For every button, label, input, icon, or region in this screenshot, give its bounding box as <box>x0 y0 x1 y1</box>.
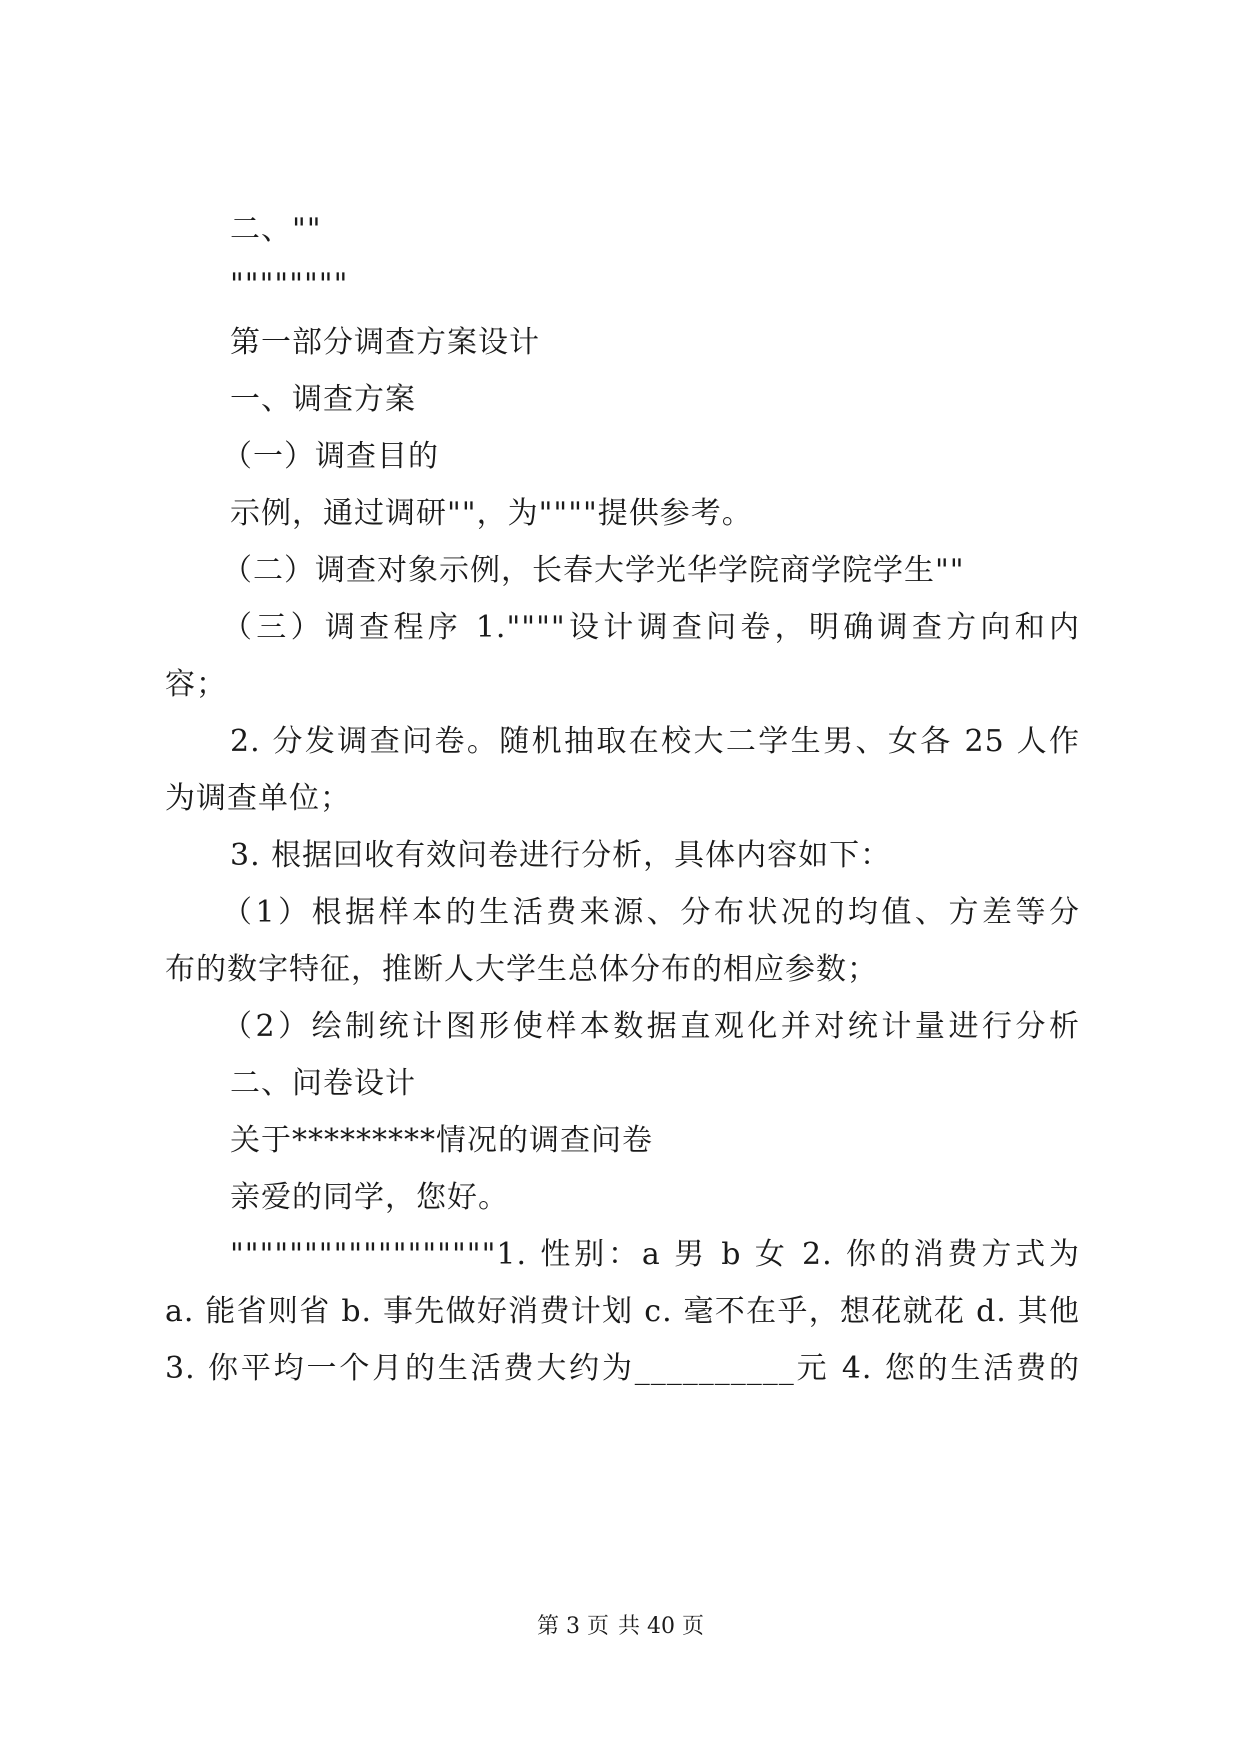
section-heading-two: 二、"" <box>230 212 322 247</box>
analysis-item-one-continued: 布的数字特征，推断人大学生总体分布的相应参数； <box>165 952 878 987</box>
analysis-item-two: （2）绘制统计图形使样本数据直观化并对统计量进行分析 <box>222 1009 1080 1044</box>
survey-procedure-continued: 容； <box>165 667 227 702</box>
questionnaire-title: 关于*********情况的调查问卷 <box>230 1123 653 1158</box>
distribute-survey-text: 2. 分发调查问卷。随机抽取在校大二学生男、女各 25 人作 <box>230 724 1080 759</box>
quote-marks-line: """""""" <box>230 267 349 302</box>
survey-plan-heading: 一、调查方案 <box>230 382 416 417</box>
distribute-survey-continued: 为调查单位； <box>165 781 351 816</box>
purpose-example-text: 示例，通过调研""，为""""提供参考。 <box>230 496 753 531</box>
questionnaire-design-heading: 二、问卷设计 <box>230 1066 416 1101</box>
analysis-item-one: （1）根据样本的生活费来源、分布状况的均值、方差等分 <box>222 895 1080 930</box>
survey-subject-text: （二）调查对象示例，长春大学光华学院商学院学生"" <box>222 553 965 588</box>
page-footer <box>0 1612 1241 1642</box>
survey-purpose-heading: （一）调查目的 <box>222 439 439 474</box>
page-number: 第 3 页 <box>537 1614 609 1639</box>
question-line-three: 3. 你平均一个月的生活费大约为__________元 4. 您的生活费的 <box>165 1351 1080 1386</box>
survey-procedure-text: （三）调查程序 1.""""设计调查问卷，明确调查方向和内 <box>222 610 1080 645</box>
part-one-heading: 第一部分调查方案设计 <box>230 325 540 360</box>
question-line-one: """"""""""""""""""1. 性别：a 男 b 女 2. 你的消费方式为 <box>230 1237 1080 1272</box>
greeting-text: 亲爱的同学，您好。 <box>230 1180 509 1215</box>
question-line-two: a. 能省则省 b. 事先做好消费计划 c. 毫不在乎，想花就花 d. 其他 <box>165 1294 1080 1329</box>
analysis-step-text: 3. 根据回收有效问卷进行分析，具体内容如下： <box>230 838 892 873</box>
page-total: 共 40 页 <box>618 1614 704 1639</box>
